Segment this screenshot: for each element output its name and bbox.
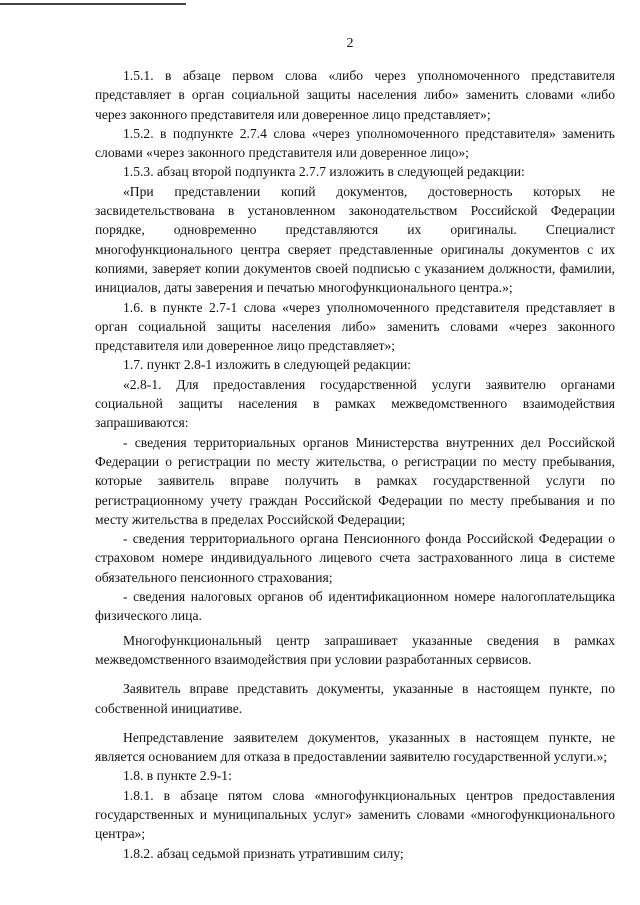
page-number: 2 [346,36,354,51]
paragraph-1-8: 1.8. в пункте 2.9-1: [123,768,232,784]
paragraph-non-submission: Непредставление заявителем документов, указанных в настоящем пункте, не является основанием для отказа в предоставлении заявителю государственной услуги.»; [95,729,615,765]
document-body [95,66,615,863]
paragraph-applicant-right: Заявитель вправе представить документы, указанные в настоящем пункте, по собственной инициативе. [95,681,615,716]
paragraph-mfc-requests: Многофункциональный центр запрашивает указанные сведения в рамках межведомственного взаимодействия при условии разработанных сервисов. [95,632,615,667]
list-item-pfr: - сведения территориального органа Пенсионного фонда Российской Федерации о страховом номере индивидуального лицевого счета застрахованного лица в системе обязательного пенсионного страхования; [95,531,615,585]
list-item-mvd: - сведения территориальных органов Министерства внутренних дел Российской Федерации о регистрации по месту жительства, о регистрации по месту пребывания, которые заявитель вправе получить в рамках государственной услуги по регистрационному учету граждан Российской Федерации по месту пребывания и по месту жительства в пределах Российской Федерации; [95,434,615,527]
paragraph-1-5-1: 1.5.1. в абзаце первом слова «либо через уполномоченного представителя представляет в орган социальной защиты населения либо» заменить словами «либо через законного представителя или доверенное лицо представляет»; [95,68,615,122]
list-item-tax: - сведения налоговых органов об идентификационном номере налогоплательщика физического лица. [95,589,615,624]
paragraph-1-5-3: 1.5.3. абзац второй подпункта 2.7.7 изложить в следующей редакции: [123,164,525,180]
paragraph-2-8-1: «2.8-1. Для предоставления государственной услуги заявителю органами социальной защиты населения в рамках межведомственного взаимодействия запрашиваются: [95,376,615,431]
paragraph-1-5-2: 1.5.2. в подпункте 2.7.4 слова «через уполномоченного представителя» заменить словами «через законного представителя или доверенное лицо»; [95,125,615,161]
paragraph-1-7: 1.7. пункт 2.8-1 изложить в следующей редакции: [123,357,412,373]
paragraph-1-8-1: 1.8.1. в абзаце пятом слова «многофункциональных центров предоставления государственных и муниципальных услуг» заменить словами «многофункционального центра»; [95,787,615,842]
paragraph-1-8-2: 1.8.2. абзац седьмой признать утратившим силу; [123,845,404,861]
header-rule [0,3,186,5]
paragraph-1-6: 1.6. в пункте 2.7-1 слова «через уполномоченного представителя представляет в орган социальной защиты населения либо» заменить словами «через законного представителя или доверенное лицо представляет»; [95,299,615,354]
quoted-paragraph-copies: «При представлении копий документов, достоверность которых не засвидетельствована в установленном законодательством Российской Федерации порядке, одновременно представляются их оригиналы. Специалист многофункционального центра сверяет представленные оригиналы документов с их копиями, заверяет копии документов своей подписью с указанием должности, фамилии, инициалов, даты заверения и печатью многофункционального центра.»; [95,183,615,296]
